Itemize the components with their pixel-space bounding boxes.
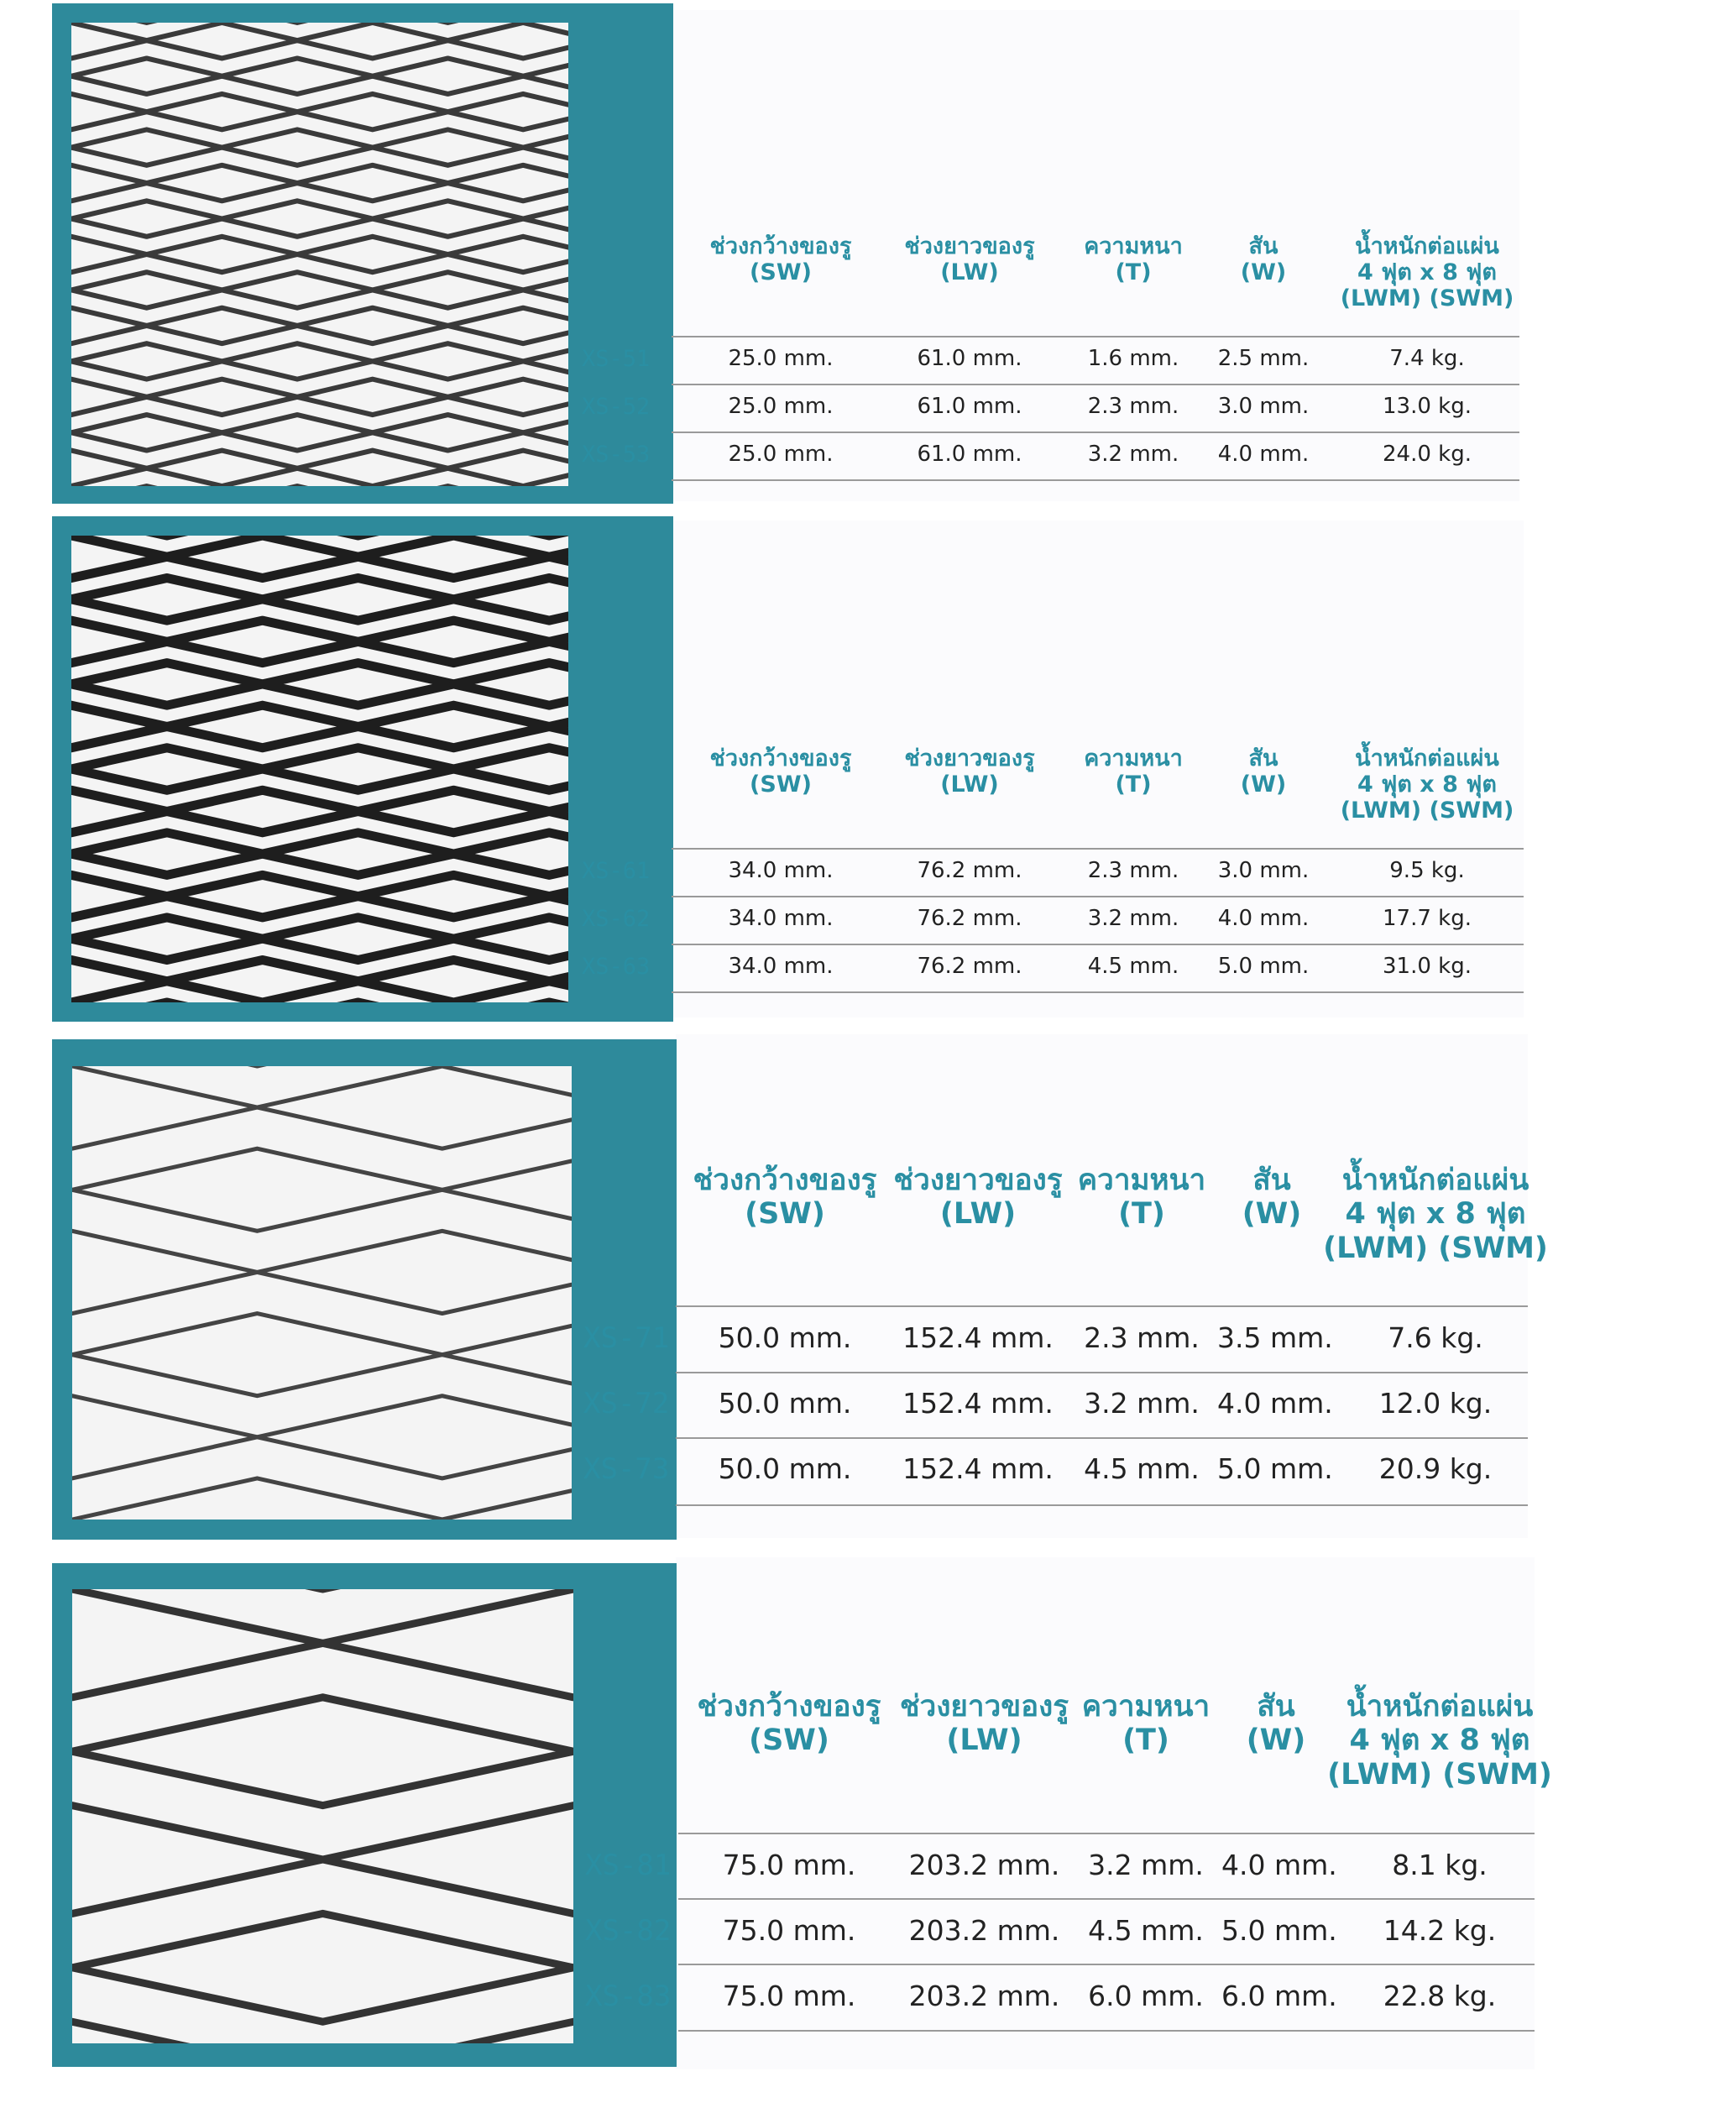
row-divider (676, 1437, 1528, 1439)
cell-lw: 203.2 mm. (908, 1849, 1060, 1881)
header-t-code: (T) (1122, 1724, 1169, 1758)
cell-t: 2.3 mm. (1087, 394, 1179, 419)
header-t (1066, 233, 1200, 285)
product-code: XS-72 (583, 1387, 670, 1420)
header-w-code: (W) (1242, 1197, 1302, 1232)
cell-sw: 50.0 mm. (718, 1321, 852, 1354)
header-sw-thai: ช่วงกว้างของรู (697, 1690, 881, 1724)
cell-t: 6.0 mm. (1088, 1980, 1204, 2012)
cell-w: 3.0 mm. (1217, 394, 1310, 419)
row-divider (672, 944, 1524, 945)
cell-weight: 31.0 kg. (1383, 954, 1472, 979)
product-code: XS-81 (585, 1849, 672, 1882)
cell-t: 3.2 mm. (1084, 1387, 1200, 1420)
header-t-thai: ความหนา (1084, 233, 1183, 259)
cell-t: 4.5 mm. (1088, 1914, 1204, 1947)
header-w-thai: สัน (1252, 1164, 1291, 1197)
cell-weight: 7.4 kg. (1389, 346, 1465, 371)
header-weight (1322, 233, 1532, 311)
row-divider (676, 1504, 1528, 1506)
header-t (1079, 1690, 1213, 1758)
mesh-pattern-large (72, 1066, 572, 1520)
product-code: XS-51 (582, 346, 651, 372)
cell-sw: 75.0 mm. (722, 1849, 856, 1881)
header-w-code: (W) (1240, 772, 1287, 798)
product-code: XS-62 (582, 906, 651, 932)
cell-sw: 75.0 mm. (722, 1980, 856, 2012)
cell-w: 4.0 mm. (1217, 442, 1310, 467)
header-weight (1322, 1164, 1549, 1265)
header-weight-size: 4 ฟุต x 8 ฟุต (1345, 1197, 1526, 1232)
cell-lw: 61.0 mm. (917, 346, 1022, 371)
header-lw (886, 1164, 1070, 1232)
cell-sw: 25.0 mm. (728, 346, 834, 371)
cell-t: 4.5 mm. (1084, 1452, 1200, 1485)
header-lw-code: (LW) (939, 1197, 1017, 1232)
row-divider (672, 479, 1519, 481)
cell-sw: 34.0 mm. (728, 858, 834, 883)
row-divider (678, 2030, 1535, 2032)
product-code: XS-63 (582, 954, 651, 980)
header-w (1217, 1164, 1326, 1232)
header-t (1075, 1164, 1209, 1232)
cell-weight: 13.0 kg. (1383, 394, 1472, 419)
cell-w: 4.0 mm. (1217, 1387, 1333, 1420)
header-t-code: (T) (1115, 772, 1152, 798)
cell-lw: 203.2 mm. (908, 1980, 1060, 2012)
header-lw (881, 233, 1058, 285)
header-w (1209, 233, 1318, 285)
header-weight-size: 4 ฟุต x 8 ฟุต (1349, 1724, 1530, 1758)
cell-sw: 34.0 mm. (728, 906, 834, 931)
cell-lw: 76.2 mm. (917, 858, 1022, 883)
cell-sw: 34.0 mm. (728, 954, 834, 979)
cell-w: 4.0 mm. (1221, 1849, 1337, 1881)
header-t-thai: ความหนา (1077, 1164, 1206, 1197)
cell-w: 5.0 mm. (1217, 954, 1310, 979)
cell-t: 2.3 mm. (1087, 858, 1179, 883)
header-t-thai: ความหนา (1084, 745, 1183, 772)
cell-sw: 25.0 mm. (728, 394, 834, 419)
header-sw-code: (SW) (745, 1197, 825, 1232)
cell-lw: 152.4 mm. (902, 1321, 1054, 1354)
row-divider (672, 896, 1524, 897)
cell-weight: 22.8 kg. (1383, 1980, 1497, 2012)
header-lw-thai: ช่วงยาวของรู (893, 1164, 1063, 1197)
cell-weight: 20.9 kg. (1378, 1452, 1493, 1485)
header-t (1066, 745, 1200, 798)
header-weight (1322, 745, 1532, 824)
header-weight (1326, 1690, 1553, 1792)
header-lw-thai: ช่วงยาวของรู (899, 1690, 1069, 1724)
header-weight-thai: น้ำหนักต่อแผ่น (1346, 1690, 1534, 1724)
header-w-code: (W) (1246, 1724, 1306, 1758)
header-lw (890, 1690, 1079, 1758)
cell-w: 3.0 mm. (1217, 858, 1310, 883)
header-t-code: (T) (1118, 1197, 1165, 1232)
mesh-pattern-small (71, 23, 568, 486)
header-sw-code: (SW) (749, 1724, 829, 1758)
cell-t: 2.3 mm. (1084, 1321, 1200, 1354)
cell-lw: 76.2 mm. (917, 906, 1022, 931)
cell-sw: 50.0 mm. (718, 1452, 852, 1485)
cell-weight: 17.7 kg. (1383, 906, 1472, 931)
cell-weight: 14.2 kg. (1383, 1914, 1497, 1947)
row-divider (678, 1833, 1535, 1834)
cell-w: 2.5 mm. (1217, 346, 1310, 371)
mesh-photo (72, 1589, 573, 2043)
cell-t: 3.2 mm. (1087, 906, 1179, 931)
cell-sw: 25.0 mm. (728, 442, 834, 467)
header-lw-code: (LW) (940, 772, 999, 798)
product-code: XS-82 (585, 1914, 672, 1948)
header-w-thai: สัน (1248, 745, 1278, 772)
header-sw-code: (SW) (750, 259, 812, 286)
cell-sw: 50.0 mm. (718, 1387, 852, 1420)
cell-t: 4.5 mm. (1087, 954, 1179, 979)
header-sw-code: (SW) (750, 772, 812, 798)
header-lw-code: (LW) (946, 1724, 1022, 1758)
header-lw-thai: ช่วงยาวของรู (904, 745, 1035, 772)
header-sw (688, 1164, 881, 1232)
header-lw (881, 745, 1058, 798)
row-divider (672, 848, 1524, 850)
header-weight-size: 4 ฟุต x 8 ฟุต (1357, 259, 1497, 286)
cell-t: 1.6 mm. (1087, 346, 1179, 371)
cell-lw: 152.4 mm. (902, 1387, 1054, 1420)
cell-w: 3.5 mm. (1217, 1321, 1333, 1354)
row-divider (678, 1964, 1535, 1965)
header-weight-thai: น้ำหนักต่อแผ่น (1341, 1164, 1529, 1197)
row-divider (672, 991, 1524, 993)
cell-lw: 61.0 mm. (917, 442, 1022, 467)
header-sw (693, 1690, 886, 1758)
header-sw-thai: ช่วงกว้างของรู (693, 1164, 877, 1197)
mesh-pattern-medium (71, 536, 568, 1002)
mesh-pattern-xlarge (72, 1589, 573, 2043)
row-divider (672, 336, 1519, 337)
header-t-thai: ความหนา (1081, 1690, 1210, 1724)
header-sw-thai: ช่วงกว้างของรู (709, 233, 852, 259)
cell-w: 6.0 mm. (1221, 1980, 1337, 2012)
header-sw-thai: ช่วงกว้างของรู (709, 745, 852, 772)
header-weight-thai: น้ำหนักต่อแผ่น (1355, 745, 1499, 772)
product-code: XS-53 (582, 442, 651, 468)
product-code: XS-73 (583, 1452, 670, 1486)
cell-sw: 75.0 mm. (722, 1914, 856, 1947)
mesh-photo (72, 1066, 572, 1520)
cell-weight: 12.0 kg. (1378, 1387, 1493, 1420)
product-code: XS-52 (582, 394, 651, 420)
cell-lw: 76.2 mm. (917, 954, 1022, 979)
header-w-thai: สัน (1257, 1690, 1295, 1724)
header-w-code: (W) (1240, 259, 1287, 286)
cell-weight: 8.1 kg. (1392, 1849, 1488, 1881)
product-code: XS-61 (582, 858, 651, 884)
cell-lw: 61.0 mm. (917, 394, 1022, 419)
header-weight-code: (LWM) (SWM) (1340, 798, 1514, 824)
header-t-code: (T) (1115, 259, 1152, 286)
cell-weight: 7.6 kg. (1388, 1321, 1483, 1354)
row-divider (676, 1305, 1528, 1307)
cell-lw: 152.4 mm. (902, 1452, 1054, 1485)
header-w (1221, 1690, 1331, 1758)
header-sw (688, 233, 873, 285)
cell-t: 3.2 mm. (1087, 442, 1179, 467)
header-w (1209, 745, 1318, 798)
product-code: XS-83 (585, 1980, 672, 2013)
header-w-thai: สัน (1248, 233, 1278, 259)
cell-weight: 24.0 kg. (1383, 442, 1472, 467)
cell-weight: 9.5 kg. (1389, 858, 1465, 883)
cell-t: 3.2 mm. (1088, 1849, 1204, 1881)
header-weight-size: 4 ฟุต x 8 ฟุต (1357, 772, 1497, 798)
header-weight-thai: น้ำหนักต่อแผ่น (1355, 233, 1499, 259)
row-divider (672, 384, 1519, 385)
header-lw-code: (LW) (940, 259, 999, 286)
header-weight-code: (LWM) (SWM) (1327, 1757, 1552, 1792)
mesh-photo (71, 23, 568, 486)
cell-lw: 203.2 mm. (908, 1914, 1060, 1947)
header-lw-thai: ช่วงยาวของรู (904, 233, 1035, 259)
header-weight-code: (LWM) (SWM) (1340, 285, 1514, 312)
cell-w: 4.0 mm. (1217, 906, 1310, 931)
cell-w: 5.0 mm. (1221, 1914, 1337, 1947)
mesh-photo (71, 536, 568, 1002)
cell-w: 5.0 mm. (1217, 1452, 1333, 1485)
product-code: XS-71 (583, 1321, 670, 1355)
row-divider (678, 1898, 1535, 1900)
row-divider (672, 432, 1519, 433)
header-weight-code: (LWM) (SWM) (1323, 1231, 1548, 1265)
header-sw (688, 745, 873, 798)
row-divider (676, 1372, 1528, 1373)
